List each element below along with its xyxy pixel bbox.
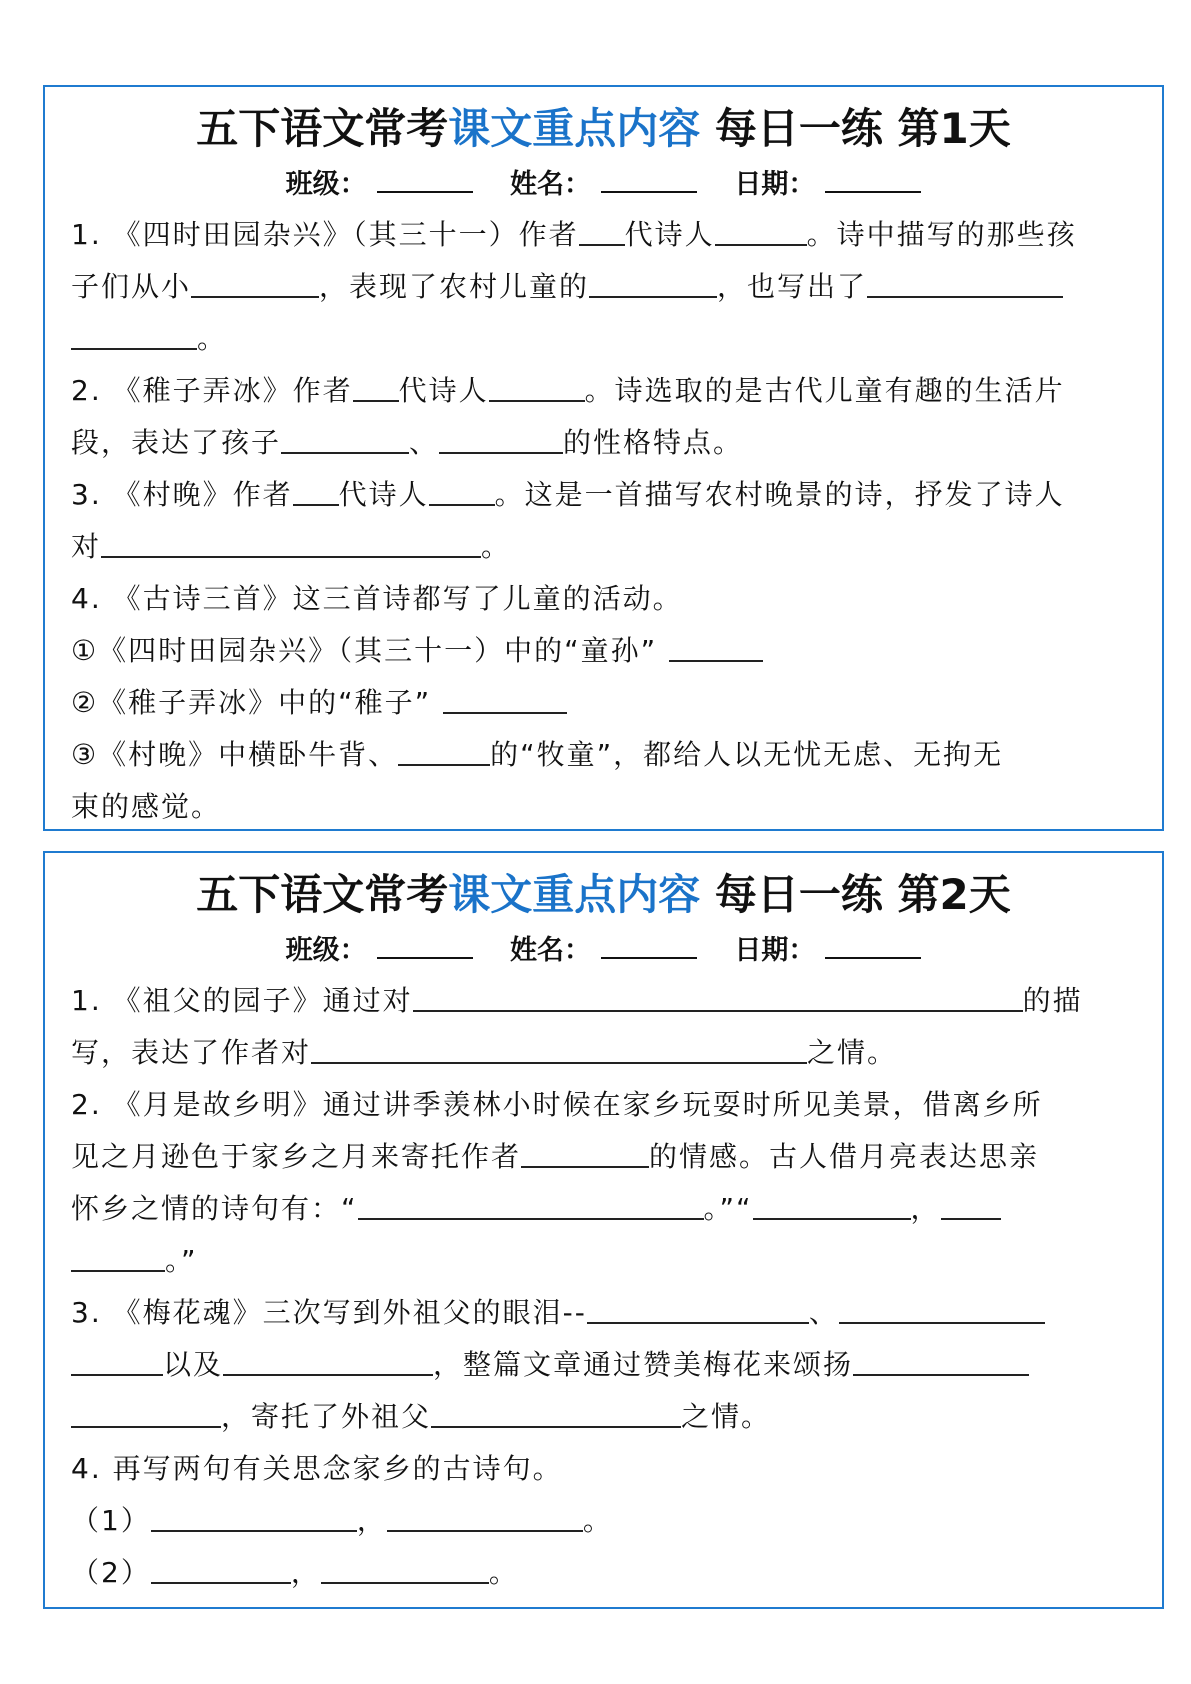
answer-blank[interactable] (151, 1552, 291, 1584)
q4-prompt (71, 573, 1140, 625)
answer-blank[interactable] (443, 682, 567, 714)
text: 。” (165, 1244, 198, 1277)
answer-blank[interactable] (353, 370, 399, 402)
answer-blank[interactable] (589, 266, 717, 298)
text: ，寄托了外祖父 (221, 1400, 432, 1433)
answer-blank[interactable] (431, 1396, 681, 1428)
text: 。”“ (703, 1192, 753, 1225)
title-accent: 课文重点内容 (448, 870, 701, 919)
question-list (71, 209, 1140, 833)
q4-sub-2 (71, 1547, 1140, 1599)
text: ， (910, 1192, 941, 1225)
answer-blank[interactable] (715, 214, 807, 246)
q2-line-2 (71, 417, 1140, 469)
worksheet-day-2 (43, 851, 1164, 1609)
text: 之情。 (807, 1036, 898, 1069)
question-list (71, 975, 1140, 1599)
q2-line-1 (71, 1079, 1140, 1131)
worksheet-title (45, 867, 1162, 923)
class-label: 班级： (285, 935, 367, 966)
text: 之情。 (681, 1400, 772, 1433)
answer-blank[interactable] (311, 1032, 807, 1064)
answer-blank[interactable] (71, 1396, 221, 1428)
text: 。 (197, 322, 228, 355)
text: ， (290, 1556, 321, 1589)
class-field (286, 931, 473, 969)
q1-line-3 (71, 313, 1140, 365)
q2-line-2 (71, 1131, 1140, 1183)
answer-blank[interactable] (281, 422, 409, 454)
answer-blank[interactable] (223, 1344, 433, 1376)
text: 。这是一首描写农村晚景的诗，抒发了诗人 (494, 478, 1065, 511)
answer-blank[interactable] (587, 1292, 809, 1324)
text: 2. 《月是故乡明》通过讲季羡林小时候在家乡玩耍时所见美景，借离乡所 (71, 1088, 1043, 1121)
answer-blank[interactable] (101, 526, 481, 558)
q2-line-4 (71, 1235, 1140, 1287)
date-label: 日期： (734, 169, 816, 200)
student-info-row (45, 931, 1162, 969)
answer-blank[interactable] (71, 318, 197, 350)
text: 段，表达了孩子 (71, 426, 282, 459)
date-blank[interactable] (825, 931, 921, 959)
text: 3. 《梅花魂》三次写到外祖父的眼泪-- (71, 1296, 587, 1329)
text: ①《四时田园杂兴》（其三十一）中的“童孙” (71, 634, 658, 667)
text: ②《稚子弄冰》中的“稚子” (71, 686, 432, 719)
text: 对 (71, 530, 102, 563)
date-label: 日期： (734, 935, 816, 966)
worksheet-title (45, 101, 1162, 157)
q4-sub-1 (71, 625, 1140, 677)
title-accent: 课文重点内容 (448, 104, 701, 153)
q2-line-1 (71, 365, 1140, 417)
text: 2. 《稚子弄冰》作者 (71, 374, 353, 407)
q4-sub-1 (71, 1495, 1140, 1547)
text: 1. 《四时田园杂兴》（其三十一）作者 (71, 218, 579, 251)
text: 子们从小 (71, 270, 192, 303)
answer-blank[interactable] (753, 1188, 911, 1220)
text: 。 (582, 1504, 613, 1537)
answer-blank[interactable] (669, 630, 763, 662)
text: 写，表达了作者对 (71, 1036, 312, 1069)
text: （1） (71, 1504, 151, 1537)
student-info-row (45, 165, 1162, 203)
answer-blank[interactable] (387, 1500, 583, 1532)
class-blank[interactable] (377, 165, 473, 193)
q1-line-2 (71, 1027, 1140, 1079)
text: 。 (488, 1556, 519, 1589)
text: ，表现了农村儿童的 (319, 270, 590, 303)
text: 束的感觉。 (71, 790, 222, 823)
answer-blank[interactable] (321, 1552, 489, 1584)
q1-line-1 (71, 209, 1140, 261)
answer-blank[interactable] (429, 474, 495, 506)
q1-line-1 (71, 975, 1140, 1027)
title-prefix: 五下语文常考 (196, 104, 449, 153)
answer-blank[interactable] (398, 734, 490, 766)
q3-line-3 (71, 1391, 1140, 1443)
worksheet-day-1 (43, 85, 1164, 831)
title-suffix: 每日一练 第1天 (700, 104, 1011, 153)
name-field (510, 931, 697, 969)
text: 。诗中描写的那些孩 (806, 218, 1077, 251)
text: 的“牧童”，都给人以无忧无虑、无拘无 (490, 738, 1004, 771)
text: 3. 《村晚》作者 (71, 478, 293, 511)
text: 怀乡之情的诗句有：“ (71, 1192, 358, 1225)
title-prefix: 五下语文常考 (196, 870, 449, 919)
answer-blank[interactable] (293, 474, 339, 506)
title-suffix: 每日一练 第2天 (700, 870, 1011, 919)
text: 的性格特点。 (563, 426, 744, 459)
text: （2） (71, 1556, 151, 1589)
class-field (286, 165, 473, 203)
class-label: 班级： (285, 169, 367, 200)
answer-blank[interactable] (853, 1344, 1029, 1376)
q4-sub-3-cont (71, 781, 1140, 833)
answer-blank[interactable] (839, 1292, 1045, 1324)
answer-blank[interactable] (191, 266, 319, 298)
text: 。诗选取的是古代儿童有趣的生活片 (584, 374, 1065, 407)
answer-blank[interactable] (358, 1188, 704, 1220)
text: ，也写出了 (717, 270, 868, 303)
q4-prompt (71, 1443, 1140, 1495)
text: 4. 《古诗三首》这三首诗都写了儿童的活动。 (71, 582, 683, 615)
answer-blank[interactable] (71, 1344, 163, 1376)
q1-line-2 (71, 261, 1140, 313)
text: 代诗人 (624, 218, 715, 251)
text: ③《村晚》中横卧牛背、 (71, 738, 399, 771)
text: 代诗人 (338, 478, 429, 511)
answer-blank[interactable] (151, 1500, 357, 1532)
text: 4. 再写两句有关思念家乡的古诗句。 (71, 1452, 563, 1485)
answer-blank[interactable] (71, 1240, 165, 1272)
text: 代诗人 (398, 374, 489, 407)
text: 的描 (1022, 984, 1083, 1017)
q4-sub-3 (71, 729, 1140, 781)
text: 、 (409, 426, 440, 459)
q3-line-1 (71, 469, 1140, 521)
q4-sub-2 (71, 677, 1140, 729)
answer-blank[interactable] (413, 980, 1023, 1012)
q2-line-3 (71, 1183, 1140, 1235)
q3-line-1 (71, 1287, 1140, 1339)
answer-blank[interactable] (489, 370, 585, 402)
answer-blank[interactable] (941, 1188, 1001, 1220)
answer-blank[interactable] (867, 266, 1063, 298)
class-blank[interactable] (377, 931, 473, 959)
date-field (734, 165, 921, 203)
date-field (734, 931, 921, 969)
text: 。 (481, 530, 512, 563)
name-field (510, 165, 697, 203)
text: 的情感。古人借月亮表达思亲 (649, 1140, 1040, 1173)
text: 见之月逊色于家乡之月来寄托作者 (71, 1140, 522, 1173)
text: 、 (808, 1296, 839, 1329)
text: 以及 (163, 1348, 224, 1381)
answer-blank[interactable] (439, 422, 563, 454)
text: ， (356, 1504, 387, 1537)
answer-blank[interactable] (521, 1136, 649, 1168)
name-blank[interactable] (601, 931, 697, 959)
name-label: 姓名： (510, 169, 591, 200)
name-label: 姓名： (510, 935, 591, 966)
date-blank[interactable] (825, 165, 921, 193)
q3-line-2 (71, 1339, 1140, 1391)
name-blank[interactable] (601, 165, 697, 193)
answer-blank[interactable] (579, 214, 625, 246)
q3-line-2 (71, 521, 1140, 573)
text: 1. 《祖父的园子》通过对 (71, 984, 413, 1017)
text: ，整篇文章通过赞美梅花来颂扬 (433, 1348, 854, 1381)
